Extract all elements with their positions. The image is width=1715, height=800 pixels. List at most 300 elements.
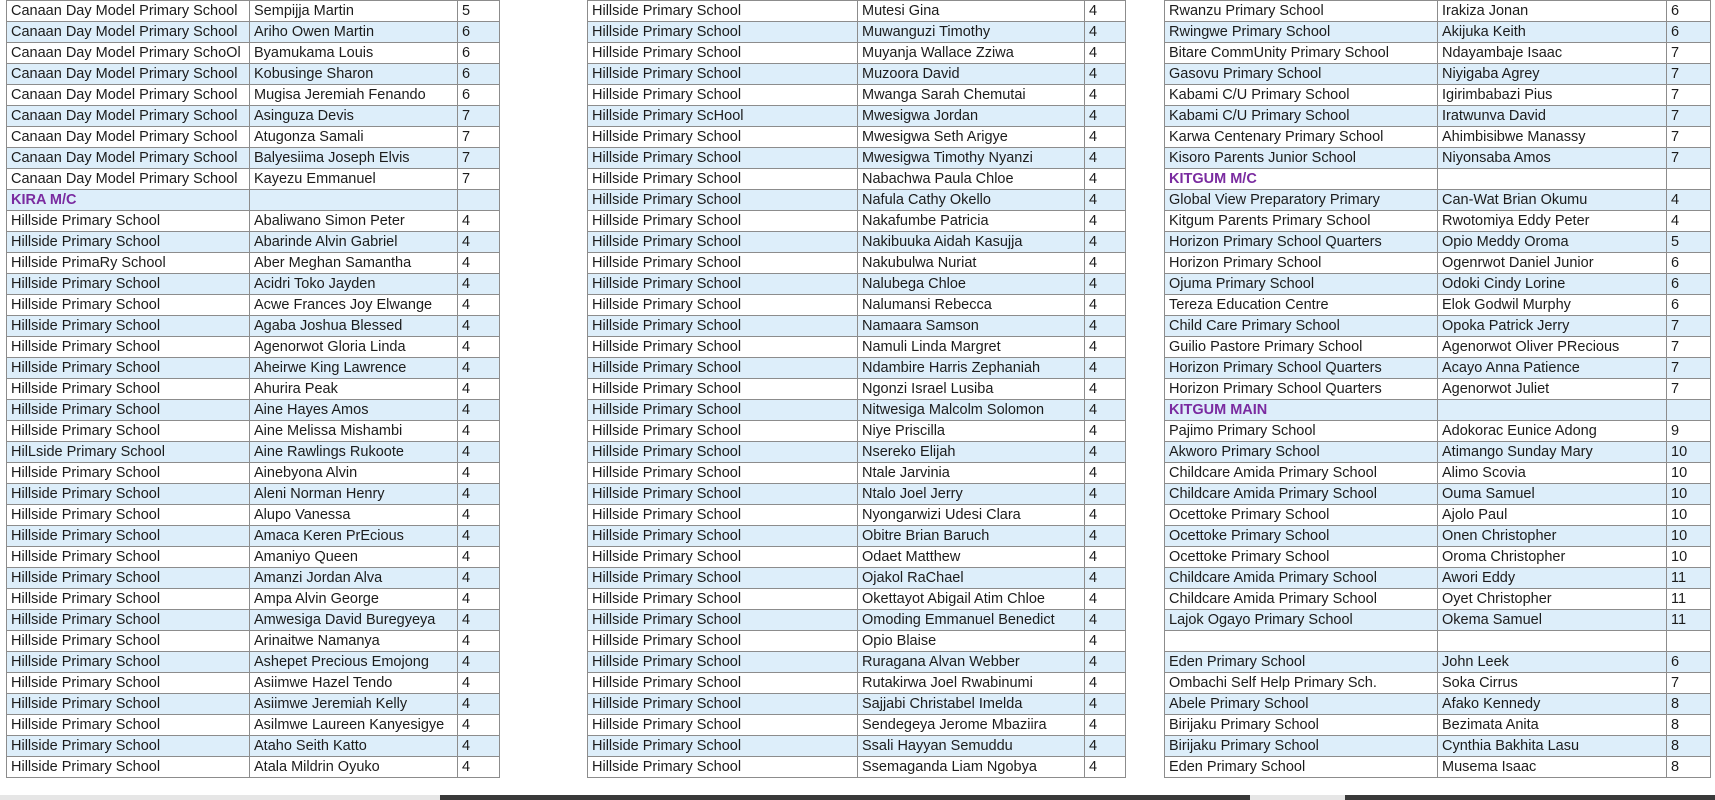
- school-cell[interactable]: Hillside Primary School: [588, 358, 858, 379]
- school-cell[interactable]: Hillside Primary School: [7, 568, 250, 589]
- pupil-name-cell[interactable]: Irakiza Jonan: [1438, 1, 1667, 22]
- pupil-name-cell[interactable]: Atala Mildrin Oyuko: [250, 757, 458, 778]
- class-cell[interactable]: 4: [458, 610, 500, 631]
- class-cell[interactable]: 4: [1085, 547, 1126, 568]
- class-cell[interactable]: 10: [1667, 547, 1711, 568]
- school-cell[interactable]: Canaan Day Model Primary School: [7, 148, 250, 169]
- school-cell[interactable]: Hillside Primary School: [7, 547, 250, 568]
- school-cell[interactable]: Hillside Primary School: [7, 463, 250, 484]
- school-cell[interactable]: Hillside Primary School: [588, 736, 858, 757]
- school-cell[interactable]: Hillside Primary School: [588, 442, 858, 463]
- school-cell[interactable]: Hillside Primary School: [7, 295, 250, 316]
- class-cell[interactable]: 4: [1085, 652, 1126, 673]
- class-cell[interactable]: 4: [1085, 232, 1126, 253]
- class-cell[interactable]: 4: [1085, 421, 1126, 442]
- school-cell[interactable]: Hillside Primary School: [7, 211, 250, 232]
- pupil-name-cell[interactable]: Acwe Frances Joy Elwange: [250, 295, 458, 316]
- school-cell[interactable]: Horizon Primary School: [1165, 253, 1438, 274]
- class-cell[interactable]: 10: [1667, 442, 1711, 463]
- pupil-name-cell[interactable]: Kayezu Emmanuel: [250, 169, 458, 190]
- class-cell[interactable]: 4: [1085, 379, 1126, 400]
- school-cell[interactable]: Canaan Day Model Primary School: [7, 106, 250, 127]
- class-cell[interactable]: [458, 190, 500, 211]
- school-cell[interactable]: Hillside Primary School: [7, 484, 250, 505]
- pupil-name-cell[interactable]: Nyongarwizi Udesi Clara: [858, 505, 1085, 526]
- school-cell[interactable]: Hillside Primary School: [7, 316, 250, 337]
- school-cell[interactable]: Hillside Primary School: [588, 169, 858, 190]
- pupil-name-cell[interactable]: Abarinde Alvin Gabriel: [250, 232, 458, 253]
- class-cell[interactable]: 8: [1667, 693, 1711, 714]
- school-cell[interactable]: Hillside Primary School: [7, 505, 250, 526]
- school-cell[interactable]: Hillside Primary School: [588, 631, 858, 652]
- class-cell[interactable]: 4: [1085, 253, 1126, 274]
- school-cell[interactable]: Abele Primary School: [1165, 693, 1438, 714]
- class-cell[interactable]: 4: [458, 715, 500, 736]
- pupil-name-cell[interactable]: Amwesiga David Buregyeya: [250, 610, 458, 631]
- pupil-name-cell[interactable]: Ainebyona Alvin: [250, 463, 458, 484]
- class-cell[interactable]: 4: [1085, 43, 1126, 64]
- pupil-name-cell[interactable]: Mutesi Gina: [858, 1, 1085, 22]
- school-cell[interactable]: Hillside Primary School: [588, 253, 858, 274]
- pupil-name-cell[interactable]: Mwanga Sarah Chemutai: [858, 85, 1085, 106]
- pupil-name-cell[interactable]: Ampa Alvin George: [250, 589, 458, 610]
- school-cell[interactable]: Hillside Primary School: [588, 589, 858, 610]
- school-cell[interactable]: Hillside Primary School: [588, 484, 858, 505]
- school-cell[interactable]: Hillside Primary School: [588, 43, 858, 64]
- pupil-name-cell[interactable]: Ruragana Alvan Webber: [858, 652, 1085, 673]
- class-cell[interactable]: 7: [1667, 64, 1711, 85]
- school-cell[interactable]: Hillside Primary School: [588, 400, 858, 421]
- school-cell[interactable]: Hillside Primary School: [588, 610, 858, 631]
- class-cell[interactable]: 7: [458, 106, 500, 127]
- school-cell[interactable]: Canaan Day Model Primary School: [7, 169, 250, 190]
- class-cell[interactable]: 10: [1667, 463, 1711, 484]
- class-cell[interactable]: 4: [1085, 400, 1126, 421]
- class-cell[interactable]: 4: [1085, 568, 1126, 589]
- pupil-name-cell[interactable]: Omoding Emmanuel Benedict: [858, 610, 1085, 631]
- pupil-name-cell[interactable]: Nakubulwa Nuriat: [858, 253, 1085, 274]
- class-cell[interactable]: 9: [1667, 421, 1711, 442]
- pupil-name-cell[interactable]: Sajjabi Christabel Imelda: [858, 694, 1085, 715]
- pupil-name-cell[interactable]: Nabachwa Paula Chloe: [858, 169, 1085, 190]
- pupil-name-cell[interactable]: Muyanja Wallace Zziwa: [858, 43, 1085, 64]
- pupil-name-cell[interactable]: Ntalo Joel Jerry: [858, 484, 1085, 505]
- pupil-name-cell[interactable]: Akijuka Keith: [1438, 22, 1667, 43]
- class-cell[interactable]: 4: [1085, 1, 1126, 22]
- school-cell[interactable]: Hillside Primary School: [588, 22, 858, 43]
- school-cell[interactable]: [1165, 631, 1438, 652]
- school-cell[interactable]: Tereza Education Centre: [1165, 295, 1438, 316]
- pupil-name-cell[interactable]: Onen Christopher: [1438, 526, 1667, 547]
- pupil-name-cell[interactable]: Soka Cirrus: [1438, 672, 1667, 693]
- class-cell[interactable]: 10: [1667, 505, 1711, 526]
- school-cell[interactable]: Eden Primary School: [1165, 651, 1438, 672]
- class-cell[interactable]: 7: [1667, 148, 1711, 169]
- school-cell[interactable]: Kitgum Parents Primary School: [1165, 211, 1438, 232]
- class-cell[interactable]: 4: [458, 673, 500, 694]
- school-cell[interactable]: Hillside Primary School: [588, 526, 858, 547]
- pupil-name-cell[interactable]: Acidri Toko Jayden: [250, 274, 458, 295]
- school-cell[interactable]: Hillside Primary ScHool: [588, 106, 858, 127]
- school-cell[interactable]: Hillside Primary School: [588, 64, 858, 85]
- pupil-name-cell[interactable]: Rutakirwa Joel Rwabinumi: [858, 673, 1085, 694]
- class-cell[interactable]: 6: [1667, 1, 1711, 22]
- school-cell[interactable]: Childcare Amida Primary School: [1165, 484, 1438, 505]
- section-title-cell[interactable]: KITGUM M/C: [1165, 169, 1438, 190]
- class-cell[interactable]: 4: [458, 358, 500, 379]
- school-cell[interactable]: Childcare Amida Primary School: [1165, 589, 1438, 610]
- school-cell[interactable]: Pajimo Primary School: [1165, 421, 1438, 442]
- school-cell[interactable]: Hillside Primary School: [7, 715, 250, 736]
- school-cell[interactable]: Ocettoke Primary School: [1165, 505, 1438, 526]
- class-cell[interactable]: [1667, 631, 1711, 652]
- pupil-name-cell[interactable]: [1438, 400, 1667, 421]
- school-cell[interactable]: Childcare Amida Primary School: [1165, 463, 1438, 484]
- class-cell[interactable]: 4: [1085, 526, 1126, 547]
- school-cell[interactable]: Hillside Primary School: [7, 400, 250, 421]
- pupil-name-cell[interactable]: Opoka Patrick Jerry: [1438, 316, 1667, 337]
- pupil-name-cell[interactable]: Ssali Hayyan Semuddu: [858, 736, 1085, 757]
- class-cell[interactable]: 4: [1085, 106, 1126, 127]
- pupil-name-cell[interactable]: Agenorwot Gloria Linda: [250, 337, 458, 358]
- pupil-name-cell[interactable]: Ndambire Harris Zephaniah: [858, 358, 1085, 379]
- pupil-name-cell[interactable]: Muwanguzi Timothy: [858, 22, 1085, 43]
- school-cell[interactable]: Kabami C/U Primary School: [1165, 106, 1438, 127]
- pupil-name-cell[interactable]: Ouma Samuel: [1438, 484, 1667, 505]
- pupil-name-cell[interactable]: Asinguza Devis: [250, 106, 458, 127]
- school-cell[interactable]: Hillside Primary School: [588, 274, 858, 295]
- school-cell[interactable]: Hillside Primary School: [588, 505, 858, 526]
- class-cell[interactable]: 4: [458, 526, 500, 547]
- school-cell[interactable]: Ojuma Primary School: [1165, 274, 1438, 295]
- school-cell[interactable]: Hillside Primary School: [7, 694, 250, 715]
- pupil-name-cell[interactable]: Niyigaba Agrey: [1438, 64, 1667, 85]
- pupil-name-cell[interactable]: Ntale Jarvinia: [858, 463, 1085, 484]
- school-cell[interactable]: Hillside Primary School: [588, 568, 858, 589]
- pupil-name-cell[interactable]: Odaet Matthew: [858, 547, 1085, 568]
- pupil-name-cell[interactable]: Agenorwot Juliet: [1438, 379, 1667, 400]
- class-cell[interactable]: 7: [458, 148, 500, 169]
- class-cell[interactable]: 4: [1085, 715, 1126, 736]
- class-cell[interactable]: 4: [1085, 673, 1126, 694]
- school-cell[interactable]: Horizon Primary School Quarters: [1165, 232, 1438, 253]
- school-cell[interactable]: Childcare Amida Primary School: [1165, 568, 1438, 589]
- class-cell[interactable]: 4: [1085, 295, 1126, 316]
- pupil-name-cell[interactable]: Ataho Seith Katto: [250, 736, 458, 757]
- school-cell[interactable]: Hillside Primary School: [7, 421, 250, 442]
- pupil-name-cell[interactable]: Muzoora David: [858, 64, 1085, 85]
- school-cell[interactable]: Birijaku Primary School: [1165, 735, 1438, 756]
- pupil-name-cell[interactable]: Nafula Cathy Okello: [858, 190, 1085, 211]
- class-cell[interactable]: [1667, 400, 1711, 421]
- school-cell[interactable]: Hillside Primary School: [7, 232, 250, 253]
- class-cell[interactable]: 7: [1667, 672, 1711, 693]
- school-cell[interactable]: Canaan Day Model Primary School: [7, 22, 250, 43]
- school-cell[interactable]: Hillside Primary School: [7, 274, 250, 295]
- pupil-name-cell[interactable]: Nakibuuka Aidah Kasujja: [858, 232, 1085, 253]
- class-cell[interactable]: 5: [1667, 232, 1711, 253]
- class-cell[interactable]: 4: [458, 484, 500, 505]
- class-cell[interactable]: 4: [1085, 64, 1126, 85]
- pupil-name-cell[interactable]: [1438, 631, 1667, 652]
- school-cell[interactable]: Ocettoke Primary School: [1165, 547, 1438, 568]
- pupil-name-cell[interactable]: Opio Meddy Oroma: [1438, 232, 1667, 253]
- school-cell[interactable]: Karwa Centenary Primary School: [1165, 127, 1438, 148]
- pupil-name-cell[interactable]: Namaara Samson: [858, 316, 1085, 337]
- pupil-name-cell[interactable]: Odoki Cindy Lorine: [1438, 274, 1667, 295]
- school-cell[interactable]: Ocettoke Primary School: [1165, 526, 1438, 547]
- class-cell[interactable]: 6: [1667, 22, 1711, 43]
- school-cell[interactable]: Canaan Day Model Primary School: [7, 1, 250, 22]
- class-cell[interactable]: 4: [458, 547, 500, 568]
- school-cell[interactable]: Horizon Primary School Quarters: [1165, 358, 1438, 379]
- class-cell[interactable]: 4: [1085, 589, 1126, 610]
- class-cell[interactable]: 7: [458, 169, 500, 190]
- class-cell[interactable]: 7: [1667, 379, 1711, 400]
- pupil-name-cell[interactable]: Nalubega Chloe: [858, 274, 1085, 295]
- class-cell[interactable]: 4: [458, 757, 500, 778]
- pupil-name-cell[interactable]: Acayo Anna Patience: [1438, 358, 1667, 379]
- class-cell[interactable]: 11: [1667, 589, 1711, 610]
- school-cell[interactable]: Hillside Primary School: [588, 757, 858, 778]
- class-cell[interactable]: 4: [458, 463, 500, 484]
- pupil-name-cell[interactable]: Mwesigwa Jordan: [858, 106, 1085, 127]
- pupil-name-cell[interactable]: Elok Godwil Murphy: [1438, 295, 1667, 316]
- class-cell[interactable]: [1667, 169, 1711, 190]
- school-cell[interactable]: Akworo Primary School: [1165, 442, 1438, 463]
- pupil-name-cell[interactable]: Ojakol RaChael: [858, 568, 1085, 589]
- class-cell[interactable]: 4: [1085, 463, 1126, 484]
- school-cell[interactable]: Birijaku Primary School: [1165, 714, 1438, 735]
- class-cell[interactable]: 4: [1085, 22, 1126, 43]
- class-cell[interactable]: 4: [458, 589, 500, 610]
- section-title-cell[interactable]: KIRA M/C: [7, 190, 250, 211]
- pupil-name-cell[interactable]: Aber Meghan Samantha: [250, 253, 458, 274]
- pupil-name-cell[interactable]: Byamukama Louis: [250, 43, 458, 64]
- school-cell[interactable]: Hillside Primary School: [588, 421, 858, 442]
- school-cell[interactable]: Global View Preparatory Primary: [1165, 190, 1438, 211]
- class-cell[interactable]: 4: [1085, 358, 1126, 379]
- class-cell[interactable]: 7: [1667, 127, 1711, 148]
- school-cell[interactable]: Hillside Primary School: [7, 673, 250, 694]
- school-cell[interactable]: HilLside Primary School: [7, 442, 250, 463]
- class-cell[interactable]: 4: [1085, 274, 1126, 295]
- pupil-name-cell[interactable]: Sendegeya Jerome Mbaziira: [858, 715, 1085, 736]
- class-cell[interactable]: 6: [458, 22, 500, 43]
- class-cell[interactable]: 6: [1667, 295, 1711, 316]
- pupil-name-cell[interactable]: Niye Priscilla: [858, 421, 1085, 442]
- class-cell[interactable]: 7: [458, 127, 500, 148]
- class-cell[interactable]: 4: [1085, 757, 1126, 778]
- school-cell[interactable]: Hillside Primary School: [7, 358, 250, 379]
- class-cell[interactable]: 4: [1085, 316, 1126, 337]
- pupil-name-cell[interactable]: [1438, 169, 1667, 190]
- school-cell[interactable]: Hillside Primary School: [588, 127, 858, 148]
- pupil-name-cell[interactable]: Mwesigwa Seth Arigye: [858, 127, 1085, 148]
- class-cell[interactable]: 4: [458, 736, 500, 757]
- class-cell[interactable]: 4: [458, 232, 500, 253]
- class-cell[interactable]: 6: [1667, 253, 1711, 274]
- pupil-name-cell[interactable]: Nalumansi Rebecca: [858, 295, 1085, 316]
- pupil-name-cell[interactable]: Okema Samuel: [1438, 610, 1667, 631]
- class-cell[interactable]: 4: [458, 421, 500, 442]
- pupil-name-cell[interactable]: John Leek: [1438, 651, 1667, 672]
- school-cell[interactable]: Hillside Primary School: [7, 337, 250, 358]
- class-cell[interactable]: 10: [1667, 484, 1711, 505]
- school-cell[interactable]: Hillside Primary School: [588, 694, 858, 715]
- pupil-name-cell[interactable]: Nitwesiga Malcolm Solomon: [858, 400, 1085, 421]
- section-title-cell[interactable]: KITGUM MAIN: [1165, 400, 1438, 421]
- school-cell[interactable]: Canaan Day Model Primary School: [7, 85, 250, 106]
- pupil-name-cell[interactable]: Aine Rawlings Rukoote: [250, 442, 458, 463]
- class-cell[interactable]: 4: [1085, 484, 1126, 505]
- pupil-name-cell[interactable]: Amaca Keren PrEcious: [250, 526, 458, 547]
- pupil-name-cell[interactable]: Kobusinge Sharon: [250, 64, 458, 85]
- school-cell[interactable]: Hillside Primary School: [588, 211, 858, 232]
- pupil-name-cell[interactable]: Atimango Sunday Mary: [1438, 442, 1667, 463]
- pupil-name-cell[interactable]: Mwesigwa Timothy Nyanzi: [858, 148, 1085, 169]
- pupil-name-cell[interactable]: Oroma Christopher: [1438, 547, 1667, 568]
- pupil-name-cell[interactable]: Aheirwe King Lawrence: [250, 358, 458, 379]
- class-cell[interactable]: 6: [458, 85, 500, 106]
- class-cell[interactable]: 4: [458, 274, 500, 295]
- pupil-name-cell[interactable]: Balyesiima Joseph Elvis: [250, 148, 458, 169]
- class-cell[interactable]: 7: [1667, 43, 1711, 64]
- pupil-name-cell[interactable]: Agenorwot Oliver PRecious: [1438, 337, 1667, 358]
- school-cell[interactable]: Hillside Primary School: [588, 190, 858, 211]
- class-cell[interactable]: 7: [1667, 85, 1711, 106]
- school-cell[interactable]: Hillside Primary School: [7, 757, 250, 778]
- school-cell[interactable]: Hillside Primary School: [588, 547, 858, 568]
- pupil-name-cell[interactable]: Afako Kennedy: [1438, 693, 1667, 714]
- class-cell[interactable]: 4: [1085, 127, 1126, 148]
- scroll-thumb[interactable]: [440, 795, 1250, 800]
- pupil-name-cell[interactable]: Amanzi Jordan Alva: [250, 568, 458, 589]
- class-cell[interactable]: 8: [1667, 756, 1711, 777]
- school-cell[interactable]: Rwingwe Primary School: [1165, 22, 1438, 43]
- pupil-name-cell[interactable]: Awori Eddy: [1438, 568, 1667, 589]
- pupil-name-cell[interactable]: Ariho Owen Martin: [250, 22, 458, 43]
- school-cell[interactable]: Hillside Primary School: [588, 316, 858, 337]
- class-cell[interactable]: 4: [1085, 148, 1126, 169]
- pupil-name-cell[interactable]: Cynthia Bakhita Lasu: [1438, 735, 1667, 756]
- class-cell[interactable]: 6: [1667, 274, 1711, 295]
- pupil-name-cell[interactable]: Agaba Joshua Blessed: [250, 316, 458, 337]
- pupil-name-cell[interactable]: Namuli Linda Margret: [858, 337, 1085, 358]
- class-cell[interactable]: 4: [458, 295, 500, 316]
- class-cell[interactable]: 4: [1085, 736, 1126, 757]
- class-cell[interactable]: 4: [1085, 211, 1126, 232]
- class-cell[interactable]: 4: [1667, 190, 1711, 211]
- pupil-name-cell[interactable]: Niyonsaba Amos: [1438, 148, 1667, 169]
- class-cell[interactable]: 4: [1085, 631, 1126, 652]
- school-cell[interactable]: Hillside Primary School: [7, 379, 250, 400]
- pupil-name-cell[interactable]: Aleni Norman Henry: [250, 484, 458, 505]
- class-cell[interactable]: 8: [1667, 714, 1711, 735]
- pupil-name-cell[interactable]: Mugisa Jeremiah Fenando: [250, 85, 458, 106]
- school-cell[interactable]: Eden Primary School: [1165, 756, 1438, 777]
- class-cell[interactable]: 8: [1667, 735, 1711, 756]
- class-cell[interactable]: 5: [458, 1, 500, 22]
- pupil-name-cell[interactable]: Rwotomiya Eddy Peter: [1438, 211, 1667, 232]
- school-cell[interactable]: Hillside Primary School: [588, 715, 858, 736]
- class-cell[interactable]: 4: [458, 568, 500, 589]
- pupil-name-cell[interactable]: Atugonza Samali: [250, 127, 458, 148]
- class-cell[interactable]: 6: [1667, 651, 1711, 672]
- class-cell[interactable]: 7: [1667, 316, 1711, 337]
- class-cell[interactable]: 4: [1085, 694, 1126, 715]
- pupil-name-cell[interactable]: Ajolo Paul: [1438, 505, 1667, 526]
- pupil-name-cell[interactable]: Bezimata Anita: [1438, 714, 1667, 735]
- class-cell[interactable]: 6: [458, 43, 500, 64]
- class-cell[interactable]: 4: [458, 400, 500, 421]
- class-cell[interactable]: 4: [458, 316, 500, 337]
- pupil-name-cell[interactable]: Ashepet Precious Emojong: [250, 652, 458, 673]
- school-cell[interactable]: Hillside Primary School: [588, 148, 858, 169]
- pupil-name-cell[interactable]: Igirimbabazi Pius: [1438, 85, 1667, 106]
- school-cell[interactable]: Hillside PrimaRy School: [7, 253, 250, 274]
- pupil-name-cell[interactable]: Abaliwano Simon Peter: [250, 211, 458, 232]
- pupil-name-cell[interactable]: Alimo Scovia: [1438, 463, 1667, 484]
- pupil-name-cell[interactable]: Nakafumbe Patricia: [858, 211, 1085, 232]
- pupil-name-cell[interactable]: Nsereko Elijah: [858, 442, 1085, 463]
- school-cell[interactable]: Hillside Primary School: [7, 610, 250, 631]
- school-cell[interactable]: Horizon Primary School Quarters: [1165, 379, 1438, 400]
- school-cell[interactable]: Hillside Primary School: [588, 652, 858, 673]
- pupil-name-cell[interactable]: Can-Wat Brian Okumu: [1438, 190, 1667, 211]
- class-cell[interactable]: 7: [1667, 106, 1711, 127]
- pupil-name-cell[interactable]: Aine Melissa Mishambi: [250, 421, 458, 442]
- class-cell[interactable]: 4: [1085, 85, 1126, 106]
- pupil-name-cell[interactable]: Ahurira Peak: [250, 379, 458, 400]
- class-cell[interactable]: 4: [1085, 169, 1126, 190]
- class-cell[interactable]: 10: [1667, 526, 1711, 547]
- school-cell[interactable]: Rwanzu Primary School: [1165, 1, 1438, 22]
- pupil-name-cell[interactable]: Iratwunva David: [1438, 106, 1667, 127]
- pupil-name-cell[interactable]: Oyet Christopher: [1438, 589, 1667, 610]
- school-cell[interactable]: Hillside Primary School: [588, 232, 858, 253]
- school-cell[interactable]: Bitare CommUnity Primary School: [1165, 43, 1438, 64]
- pupil-name-cell[interactable]: Arinaitwe Namanya: [250, 631, 458, 652]
- class-cell[interactable]: 4: [458, 442, 500, 463]
- class-cell[interactable]: 4: [458, 253, 500, 274]
- school-cell[interactable]: Guilio Pastore Primary School: [1165, 337, 1438, 358]
- pupil-name-cell[interactable]: Ahimbisibwe Manassy: [1438, 127, 1667, 148]
- class-cell[interactable]: 4: [1085, 505, 1126, 526]
- class-cell[interactable]: 6: [458, 64, 500, 85]
- pupil-name-cell[interactable]: Ndayambaje Isaac: [1438, 43, 1667, 64]
- pupil-name-cell[interactable]: Okettayot Abigail Atim Chloe: [858, 589, 1085, 610]
- class-cell[interactable]: 4: [1085, 442, 1126, 463]
- pupil-name-cell[interactable]: Ogenrwot Daniel Junior: [1438, 253, 1667, 274]
- class-cell[interactable]: 4: [458, 379, 500, 400]
- school-cell[interactable]: Hillside Primary School: [588, 85, 858, 106]
- school-cell[interactable]: Hillside Primary School: [7, 526, 250, 547]
- pupil-name-cell[interactable]: Ssemaganda Liam Ngobya: [858, 757, 1085, 778]
- class-cell[interactable]: 4: [458, 505, 500, 526]
- class-cell[interactable]: 4: [458, 652, 500, 673]
- pupil-name-cell[interactable]: Musema Isaac: [1438, 756, 1667, 777]
- school-cell[interactable]: Hillside Primary School: [588, 1, 858, 22]
- pupil-name-cell[interactable]: Sempijja Martin: [250, 1, 458, 22]
- school-cell[interactable]: Hillside Primary School: [588, 295, 858, 316]
- pupil-name-cell[interactable]: Asiimwe Hazel Tendo: [250, 673, 458, 694]
- school-cell[interactable]: Gasovu Primary School: [1165, 64, 1438, 85]
- school-cell[interactable]: Hillside Primary School: [588, 337, 858, 358]
- class-cell[interactable]: 4: [1085, 190, 1126, 211]
- class-cell[interactable]: 11: [1667, 568, 1711, 589]
- pupil-name-cell[interactable]: Amaniyo Queen: [250, 547, 458, 568]
